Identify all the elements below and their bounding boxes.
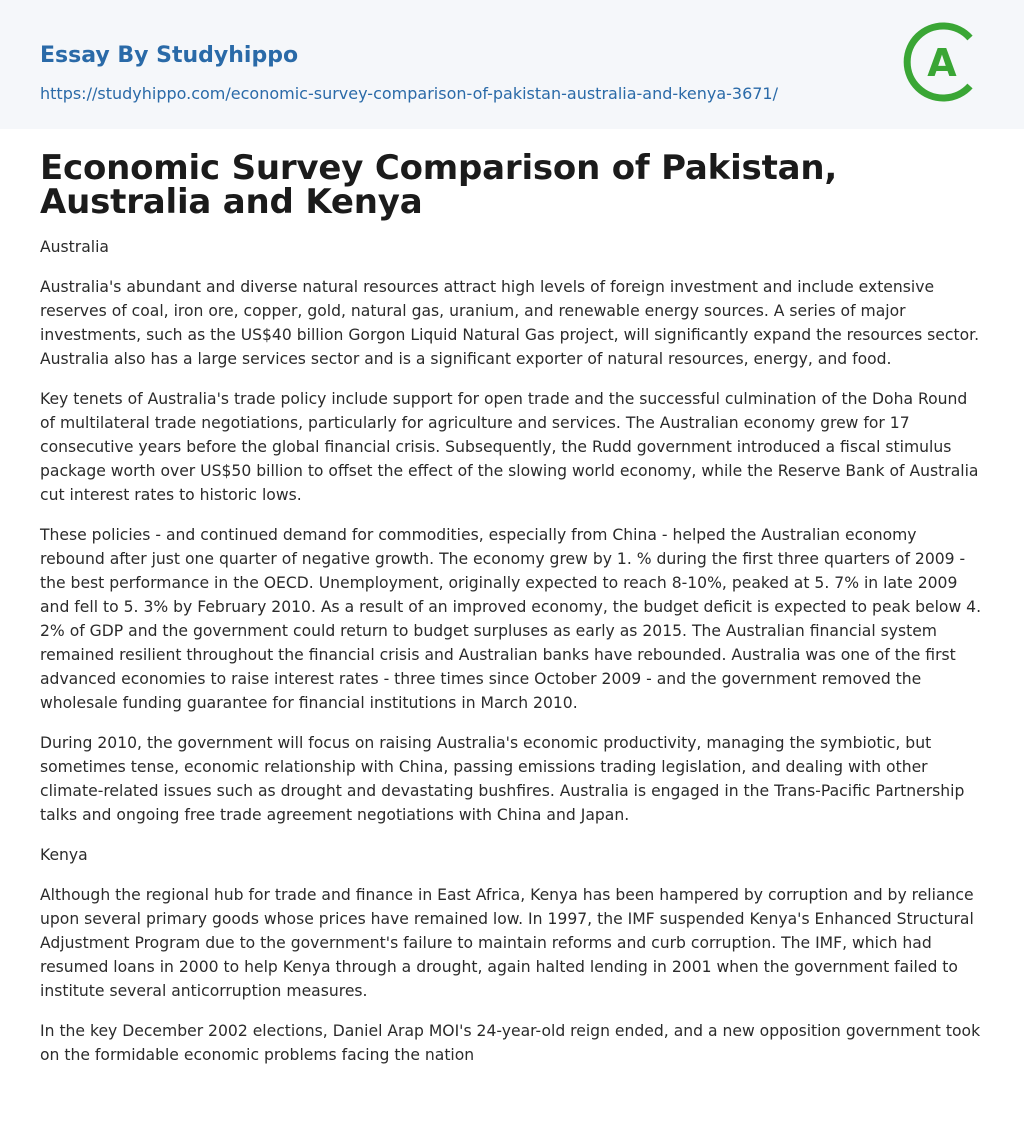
logo-letter: A <box>927 41 957 85</box>
article-paragraph: Key tenets of Australia's trade policy include support for open trade and the successful culmination of the Doha Round of multilateral trade negotiations, particularly for agriculture and services. The Australian economy grew for 17 consecutive years before the global financial crisis. Subsequently, the Rudd government introduced a fiscal stimulus package worth over US$50 billion to offset the effect of the slowing world economy, while the Reserve Bank of Australia cut interest rates to historic lows. <box>40 390 979 504</box>
article-paragraph: During 2010, the government will focus on raising Australia's economic productivity, managing the symbiotic, but sometimes tense, economic relationship with China, passing emissions trading legislation, and dealing with other climate-related issues such as drought and devastating bushfires. Australia is engaged in the Trans-Pacific Partnership talks and ongoing free trade agreement negotiations with China and Japan. <box>40 734 965 824</box>
studyhippo-logo-icon[interactable] <box>900 20 984 104</box>
section-heading-kenya: Kenya <box>40 846 88 864</box>
article-paragraph: These policies - and continued demand for commodities, especially from China - helped the Australian economy rebound after just one quarter of negative growth. The economy grew by 1. % during the first three quarters of 2009 - the best performance in the OECD. Unemployment, originally expected to reach 8-10%, peaked at 5. 7% in late 2009 and fell to 5. 3% by February 2010. As a result of an improved economy, the budget deficit is expected to peak below 4. 2% of GDP and the government could return to budget surpluses as early as 2015. The Australian financial system remained resilient throughout the financial crisis and Australian banks have rebounded. Australia was one of the first advanced economies to raise interest rates - three times since October 2009 - and the government removed the wholesale funding guarantee for financial institutions in March 2010. <box>40 526 982 712</box>
article-paragraph: Although the regional hub for trade and finance in East Africa, Kenya has been hampered by corruption and by reliance upon several primary goods whose prices have remained low. In 1997, the IMF suspended Kenya's Enhanced Structural Adjustment Program due to the government's failure to maintain reforms and curb corruption. The IMF, which had resumed loans in 2000 to help Kenya through a drought, again halted lending in 2001 when the government failed to institute several anticorruption measures. <box>40 886 974 1000</box>
site-brand[interactable]: Essay By Studyhippo <box>40 43 299 68</box>
section-heading-australia: Australia <box>40 238 109 256</box>
article-title: Economic Survey Comparison of Pakistan, Australia and Kenya <box>40 148 838 222</box>
article-content <box>0 148 1024 1067</box>
site-header <box>0 0 1024 129</box>
article-paragraph: Australia's abundant and diverse natural resources attract high levels of foreign investment and include extensive reserves of coal, iron ore, copper, gold, natural gas, uranium, and renewable energy sources. A series of major investments, such as the US$40 billion Gorgon Liquid Natural Gas project, will significantly expand the resources sector. Australia also has a large services sector and is a significant exporter of natural resources, energy, and food. <box>40 278 980 368</box>
article-paragraph: In the key December 2002 elections, Daniel Arap MOI's 24-year-old reign ended, and a new opposition government took on the formidable economic problems facing the nation <box>40 1022 981 1064</box>
essay-url-link[interactable]: https://studyhippo.com/economic-survey-comparison-of-pakistan-australia-and-kenya-3671/ <box>40 84 778 103</box>
